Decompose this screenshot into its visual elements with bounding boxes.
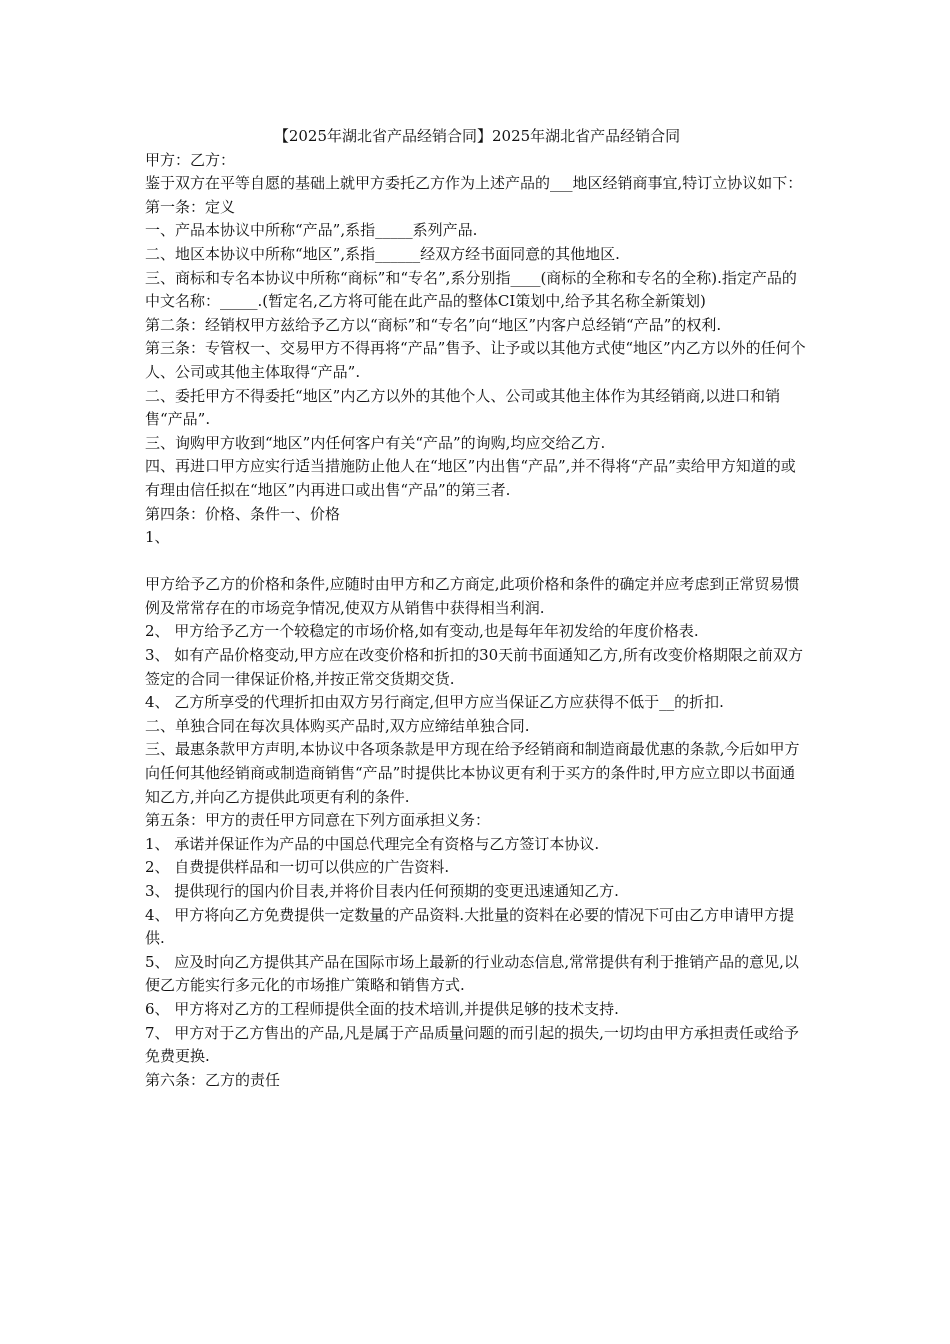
- paragraph: 1、 承诺并保证作为产品的中国总代理完全有资格与乙方签订本协议.: [145, 834, 600, 853]
- paragraph: 4、 甲方将向乙方免费提供一定数量的产品资料.大批量的资料在必要的情况下可由乙方申请甲方提供.: [145, 905, 795, 948]
- paragraph: 7、 甲方对于乙方售出的产品,凡是属于产品质量问题的而引起的损失,一切均由甲方承担责任或给予免费更换.: [145, 1023, 799, 1066]
- paragraph: 第五条：甲方的责任甲方同意在下列方面承担义务：: [145, 811, 491, 830]
- paragraph: 第三条：专管权一、交易甲方不得再将“产品”售予、让予或以其他方式使“地区”内乙方以外的任何个人、公司或其他主体取得“产品”.: [145, 339, 806, 381]
- paragraph: 三、询购甲方收到“地区”内任何客户有关“产品”的询购,均应交给乙方.: [145, 433, 606, 452]
- blank-line: [145, 550, 809, 574]
- paragraph: 二、地区本协议中所称“地区”,系指______经双方经书面同意的其他地区.: [145, 244, 620, 263]
- paragraph: 甲方给予乙方的价格和条件,应随时由甲方和乙方商定,此项价格和条件的确定并应考虑到正常贸易惯例及常常存在的市场竞争情况,使双方从销售中获得相当利润.: [145, 575, 800, 617]
- paragraph: 第二条：经销权甲方兹给予乙方以“商标”和“专名”向“地区”内客户总经销“产品”的权利.: [145, 315, 722, 334]
- paragraph: 5、 应及时向乙方提供其产品在国际市场上最新的行业动态信息,常常提供有利于推销产品的意见,以便乙方能实行多元化的市场推广策略和销售方式.: [145, 952, 799, 995]
- document-body: [145, 125, 809, 1092]
- paragraph: 鉴于双方在平等自愿的基础上就甲方委托乙方作为上述产品的___地区经销商事宜,特订立协议如下：: [145, 174, 803, 193]
- paragraph: 第四条：价格、条件一、价格: [145, 504, 341, 523]
- paragraph-list: [145, 149, 809, 1093]
- paragraph: 6、 甲方将对乙方的工程师提供全面的技术培训,并提供足够的技术支持.: [145, 999, 619, 1018]
- paragraph: 第一条：定义: [145, 197, 236, 216]
- paragraph: 3、 提供现行的国内价目表,并将价目表内任何预期的变更迅速通知乙方.: [145, 882, 619, 900]
- paragraph: 4、 乙方所享受的代理折扣由双方另行商定,但甲方应当保证乙方应获得不低于__的折扣.: [145, 693, 724, 712]
- paragraph: 甲方：乙方：: [145, 150, 236, 169]
- paragraph: 三、商标和专名本协议中所称“商标”和“专名”,系分别指____(商标的全称和专名的全称).指定产品的中文名称：_____.(暂定名,乙方将可能在此产品的整体CI策划中,给予其名称全新策划): [145, 268, 797, 311]
- paragraph: 2、 自费提供样品和一切可以供应的广告资料.: [145, 858, 450, 877]
- paragraph: 2、 甲方给予乙方一个较稳定的市场价格,如有变动,也是每年年初发给的年度价格表.: [145, 622, 699, 641]
- paragraph: 第六条：乙方的责任: [145, 1070, 281, 1089]
- paragraph: 二、单独合同在每次具体购买产品时,双方应缔结单独合同.: [145, 716, 530, 735]
- paragraph: 二、委托甲方不得委托“地区”内乙方以外的其他个人、公司或其他主体作为其经销商,以进口和销售“产品”.: [145, 386, 781, 429]
- paragraph: 三、最惠条款甲方声明,本协议中各项条款是甲方现在给予经销商和制造商最优惠的条款,今后如甲方向任何其他经销商或制造商销售“产品”时提供比本协议更有利于买方的条件时,甲方应立即以书面通知乙方,并向乙方提供此项更有利的条件.: [145, 740, 800, 806]
- paragraph: 1、: [145, 528, 170, 547]
- paragraph: 四、再进口甲方应实行适当措施防止他人在“地区”内出售“产品”,并不得将“产品”卖给甲方知道的或有理由信任拟在“地区”内再进口或出售“产品”的第三者.: [145, 457, 796, 499]
- document-title: 【2025年湖北省产品经销合同】2025年湖北省产品经销合同: [273, 127, 681, 145]
- paragraph: 3、 如有产品价格变动,甲方应在改变价格和折扣的30天前书面通知乙方,所有改变价格期限之前双方签定的合同一律保证价格,并按正常交货期交货.: [145, 646, 803, 688]
- paragraph: 一、产品本协议中所称“产品”,系指_____系列产品.: [145, 221, 478, 240]
